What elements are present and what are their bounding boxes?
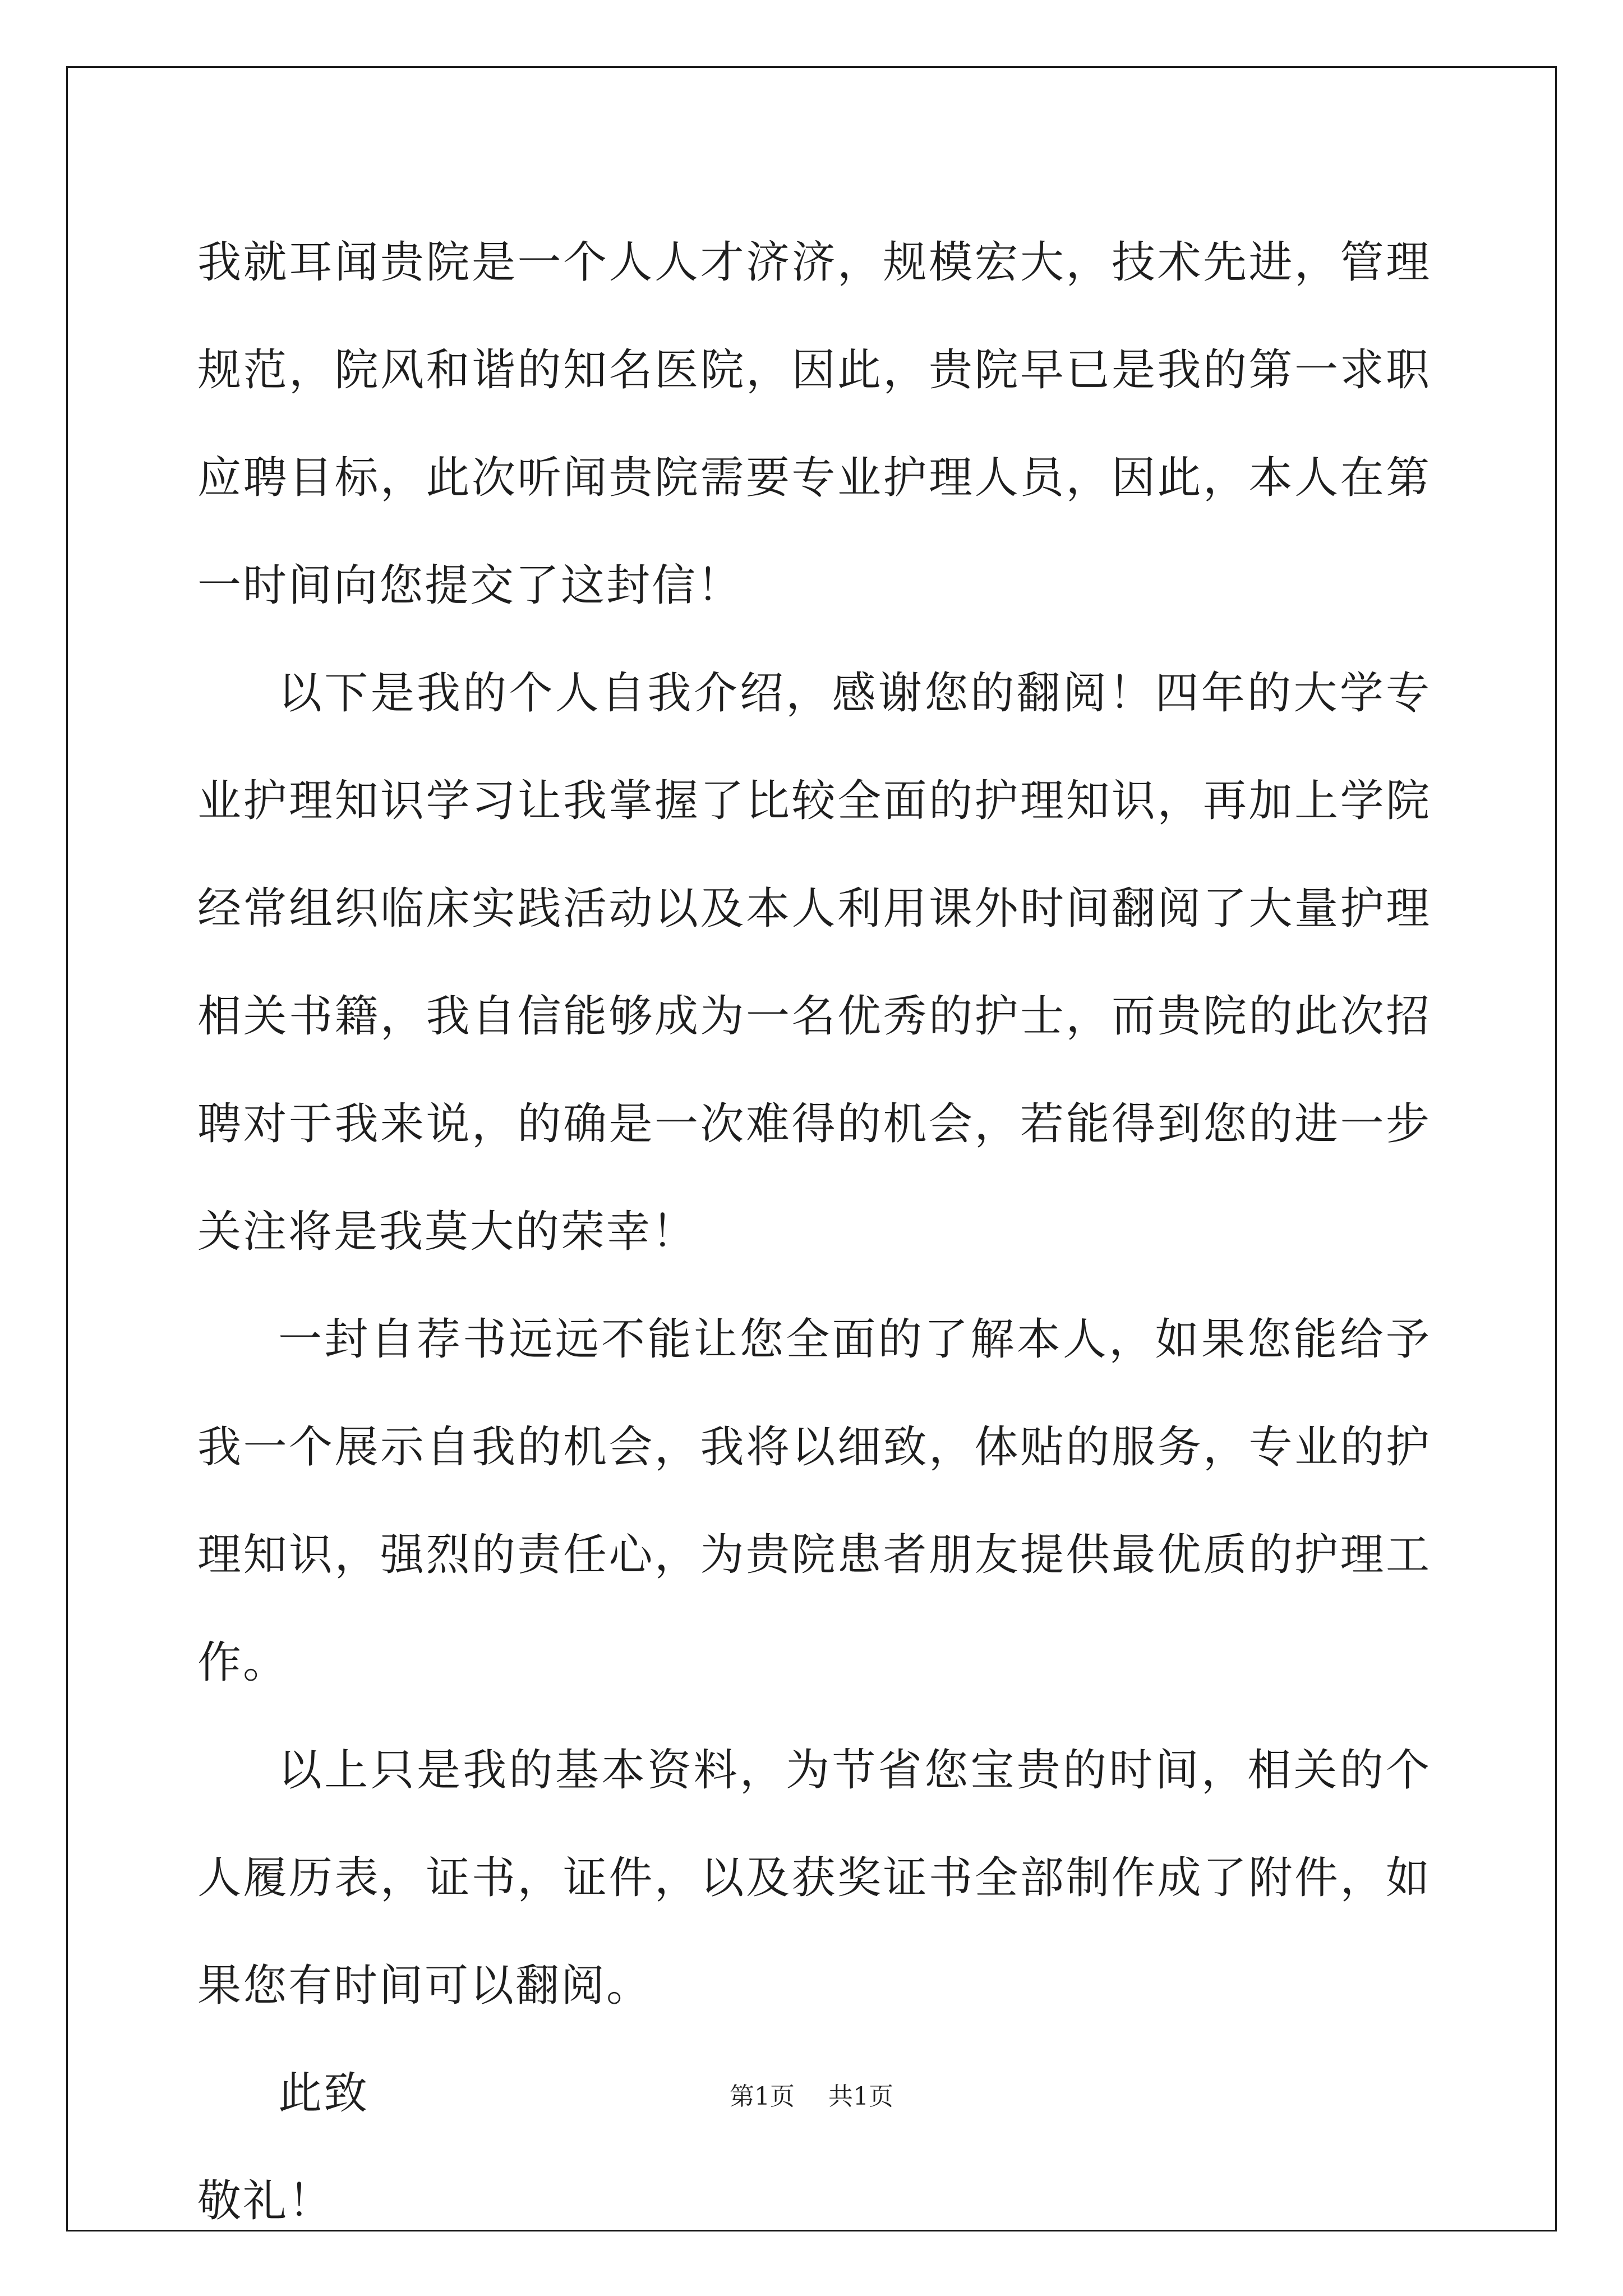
paragraph-request: 一封自荐书远远不能让您全面的了解本人，如果您能给予我一个展示自我的机会，我将以细致，体贴的服务，专业的护理知识，强烈的责任心，为贵院患者朋友提供最优质的护理工作。 <box>197 1314 1431 1688</box>
paragraph-self-introduction: 以下是我的个人自我介绍，感谢您的翻阅！四年的大学专业护理知识学习让我掌握了比较全面的护理知识，再加上学院经常组织临床实践活动以及本人利用课外时间翻阅了大量护理相关书籍，我自信能够成为一名优秀的护士，而贵院的此次招聘对于我来说，的确是一次难得的机会，若能得到您的进一步关注将是我莫大的荣幸！ <box>197 668 1431 1257</box>
letter-body <box>197 209 1431 2255</box>
page-current: 第1页 <box>730 2082 795 2111</box>
closing-greeting: 此致 <box>278 2068 370 2119</box>
paragraph-attachments: 以上只是我的基本资料，为节省您宝贵的时间，相关的个人履历表，证书，证件，以及获奖证书全部制作成了附件，如果您有时间可以翻阅。 <box>197 1745 1431 2011</box>
page-number-footer <box>0 2080 1623 2114</box>
paragraph-intro: 我就耳闻贵院是一个人人才济济，规模宏大，技术先进，管理规范，院风和谐的知名医院，因此，贵院早已是我的第一求职应聘目标，此次听闻贵院需要专业护理人员，因此，本人在第一时间向您提交了这封信！ <box>197 237 1431 611</box>
page-total: 共1页 <box>828 2082 893 2111</box>
salutation: 敬礼！ <box>197 2176 334 2226</box>
